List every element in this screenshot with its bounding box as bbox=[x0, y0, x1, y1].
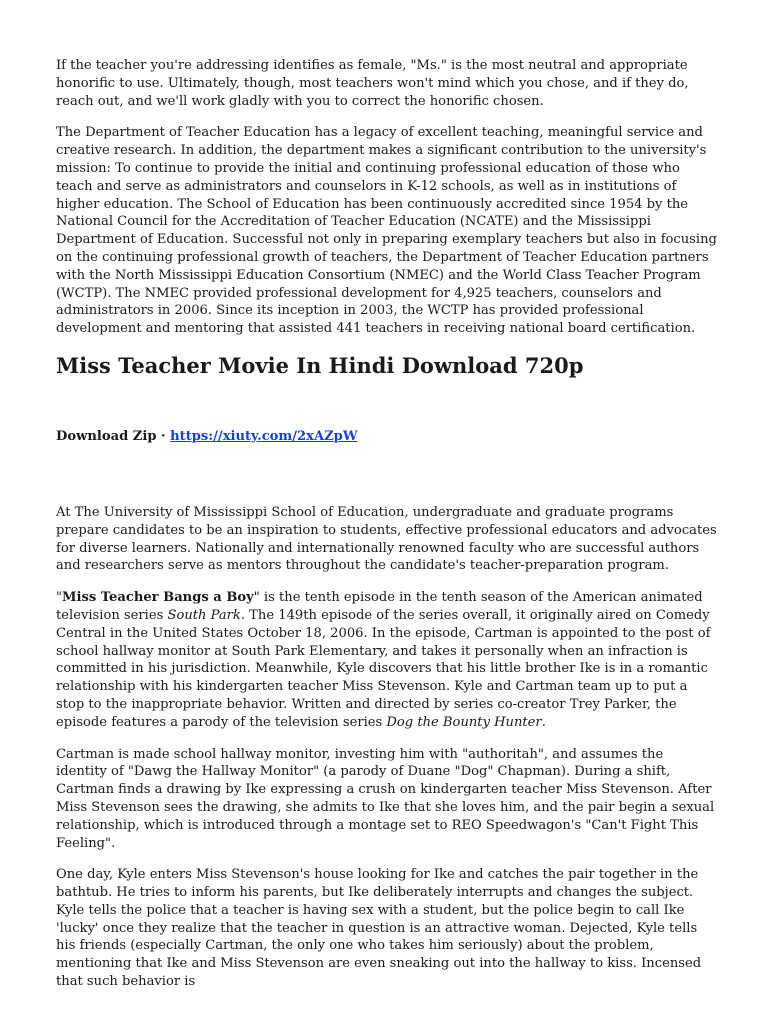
episode-text-end: . bbox=[541, 714, 546, 730]
episode-text-1: " is the tenth episode in the tenth season of the American animated television series bbox=[56, 590, 703, 623]
paragraph-episode bbox=[56, 589, 718, 731]
paragraph-university: At The University of Mississippi School of Education, undergraduate and graduate programs prepare candidates to be an inspiration to students, effective professional educators and advocates for diverse learners. Nationally and internationally renowned faculty who are successful authors and researchers serve as mentors throughout the candidate's teacher-preparation program. bbox=[56, 504, 717, 574]
episode-title-bold: Miss Teacher Bangs a Boy bbox=[62, 590, 254, 606]
download-link[interactable]: https://xiuty.com/2xAZpW bbox=[170, 428, 358, 444]
paragraph-honorific: If the teacher you're addressing identifies as female, "Ms." is the most neutral and appropriate honorific to use. Ultimately, though, most teachers won't mind which you chose, and if they do, reach out, and we'll work gladly with you to correct the honorific chosen. bbox=[56, 58, 689, 109]
page-title: Miss Teacher Movie In Hindi Download 720p bbox=[56, 352, 584, 378]
episode-text-2: . The 149th episode of the series overall, it originally aired on Comedy Central in the United States October 18, 2006. In the episode, Cartman is appointed to the post of school hallway monitor at South Park Elementary, and takes it personally when an infraction is committed in his jurisdiction. Meanwhile, Kyle discovers that his little brother Ike is in a romantic relationship with his kindergarten teacher Miss Stevenson. Kyle and Cartman team up to put a stop to the inappropriate behavior. Written and directed by series co-creator Trey Parker, the episode features a parody of the television series bbox=[56, 607, 711, 730]
download-line bbox=[56, 428, 718, 446]
paragraph-kyle: One day, Kyle enters Miss Stevenson's house looking for Ike and catches the pair together in the bathtub. He tries to inform his parents, but Ike deliberately interrupts and changes the subject. Kyle tells the police that a teacher is having sex with a student, but the police begin to call Ike 'lucky' once they realize that the teacher in question is an attractive woman. Dejected, Kyle tells his friends (especially Cartman, the only one who takes him seriously) about the problem, mentioning that Ike and Miss Stevenson are even sneaking out into the hallway to kiss. Incensed that such behavior is bbox=[56, 867, 702, 990]
spacer bbox=[56, 446, 718, 504]
paragraph-department: The Department of Teacher Education has a legacy of excellent teaching, meaningful service and creative research. In addition, the department makes a significant contribution to the university's mission: To continue to provide the initial and continuing professional education of those who teach and serve as administrators and counselors in K-12 schools, as well as in institutions of higher education. The School of Education has been continuously accredited since 1954 by the National Council for the Accreditation of Teacher Education (NCATE) and the Mississippi Department of Education. Successful not only in preparing exemplary teachers but also in focusing on the continuing professional growth of teachers, the Department of Teacher Education partners with the North Mississippi Education Consortium (NMEC) and the World Class Teacher Program (WCTP). The NMEC provided professional development for 4,925 teachers, counselors and administrators in 2006. Since its inception in 2003, the WCTP has provided professional development and mentoring that assisted 441 teachers in receiving national board certification. bbox=[56, 125, 717, 337]
download-label: Download Zip · bbox=[56, 428, 166, 444]
quote-open: " bbox=[56, 590, 63, 606]
document-body bbox=[56, 57, 718, 1005]
parody-name-italic: Dog the Bounty Hunter bbox=[386, 714, 542, 730]
series-name-italic: South Park bbox=[167, 607, 241, 623]
paragraph-cartman: Cartman is made school hallway monitor, investing him with "authoritah", and assumes the identity of "Dawg the Hallway Monitor" (a parody of Duane "Dog" Chapman). During a shift, Cartman finds a drawing by Ike expressing a crush on kindergarten teacher Miss Stevenson. After Miss Stevenson sees the drawing, she admits to Ike that she loves him, and the pair begin a sexual relationship, which is introduced through a montage set to REO Speedwagon's "Can't Fight This Feeling". bbox=[56, 746, 715, 851]
